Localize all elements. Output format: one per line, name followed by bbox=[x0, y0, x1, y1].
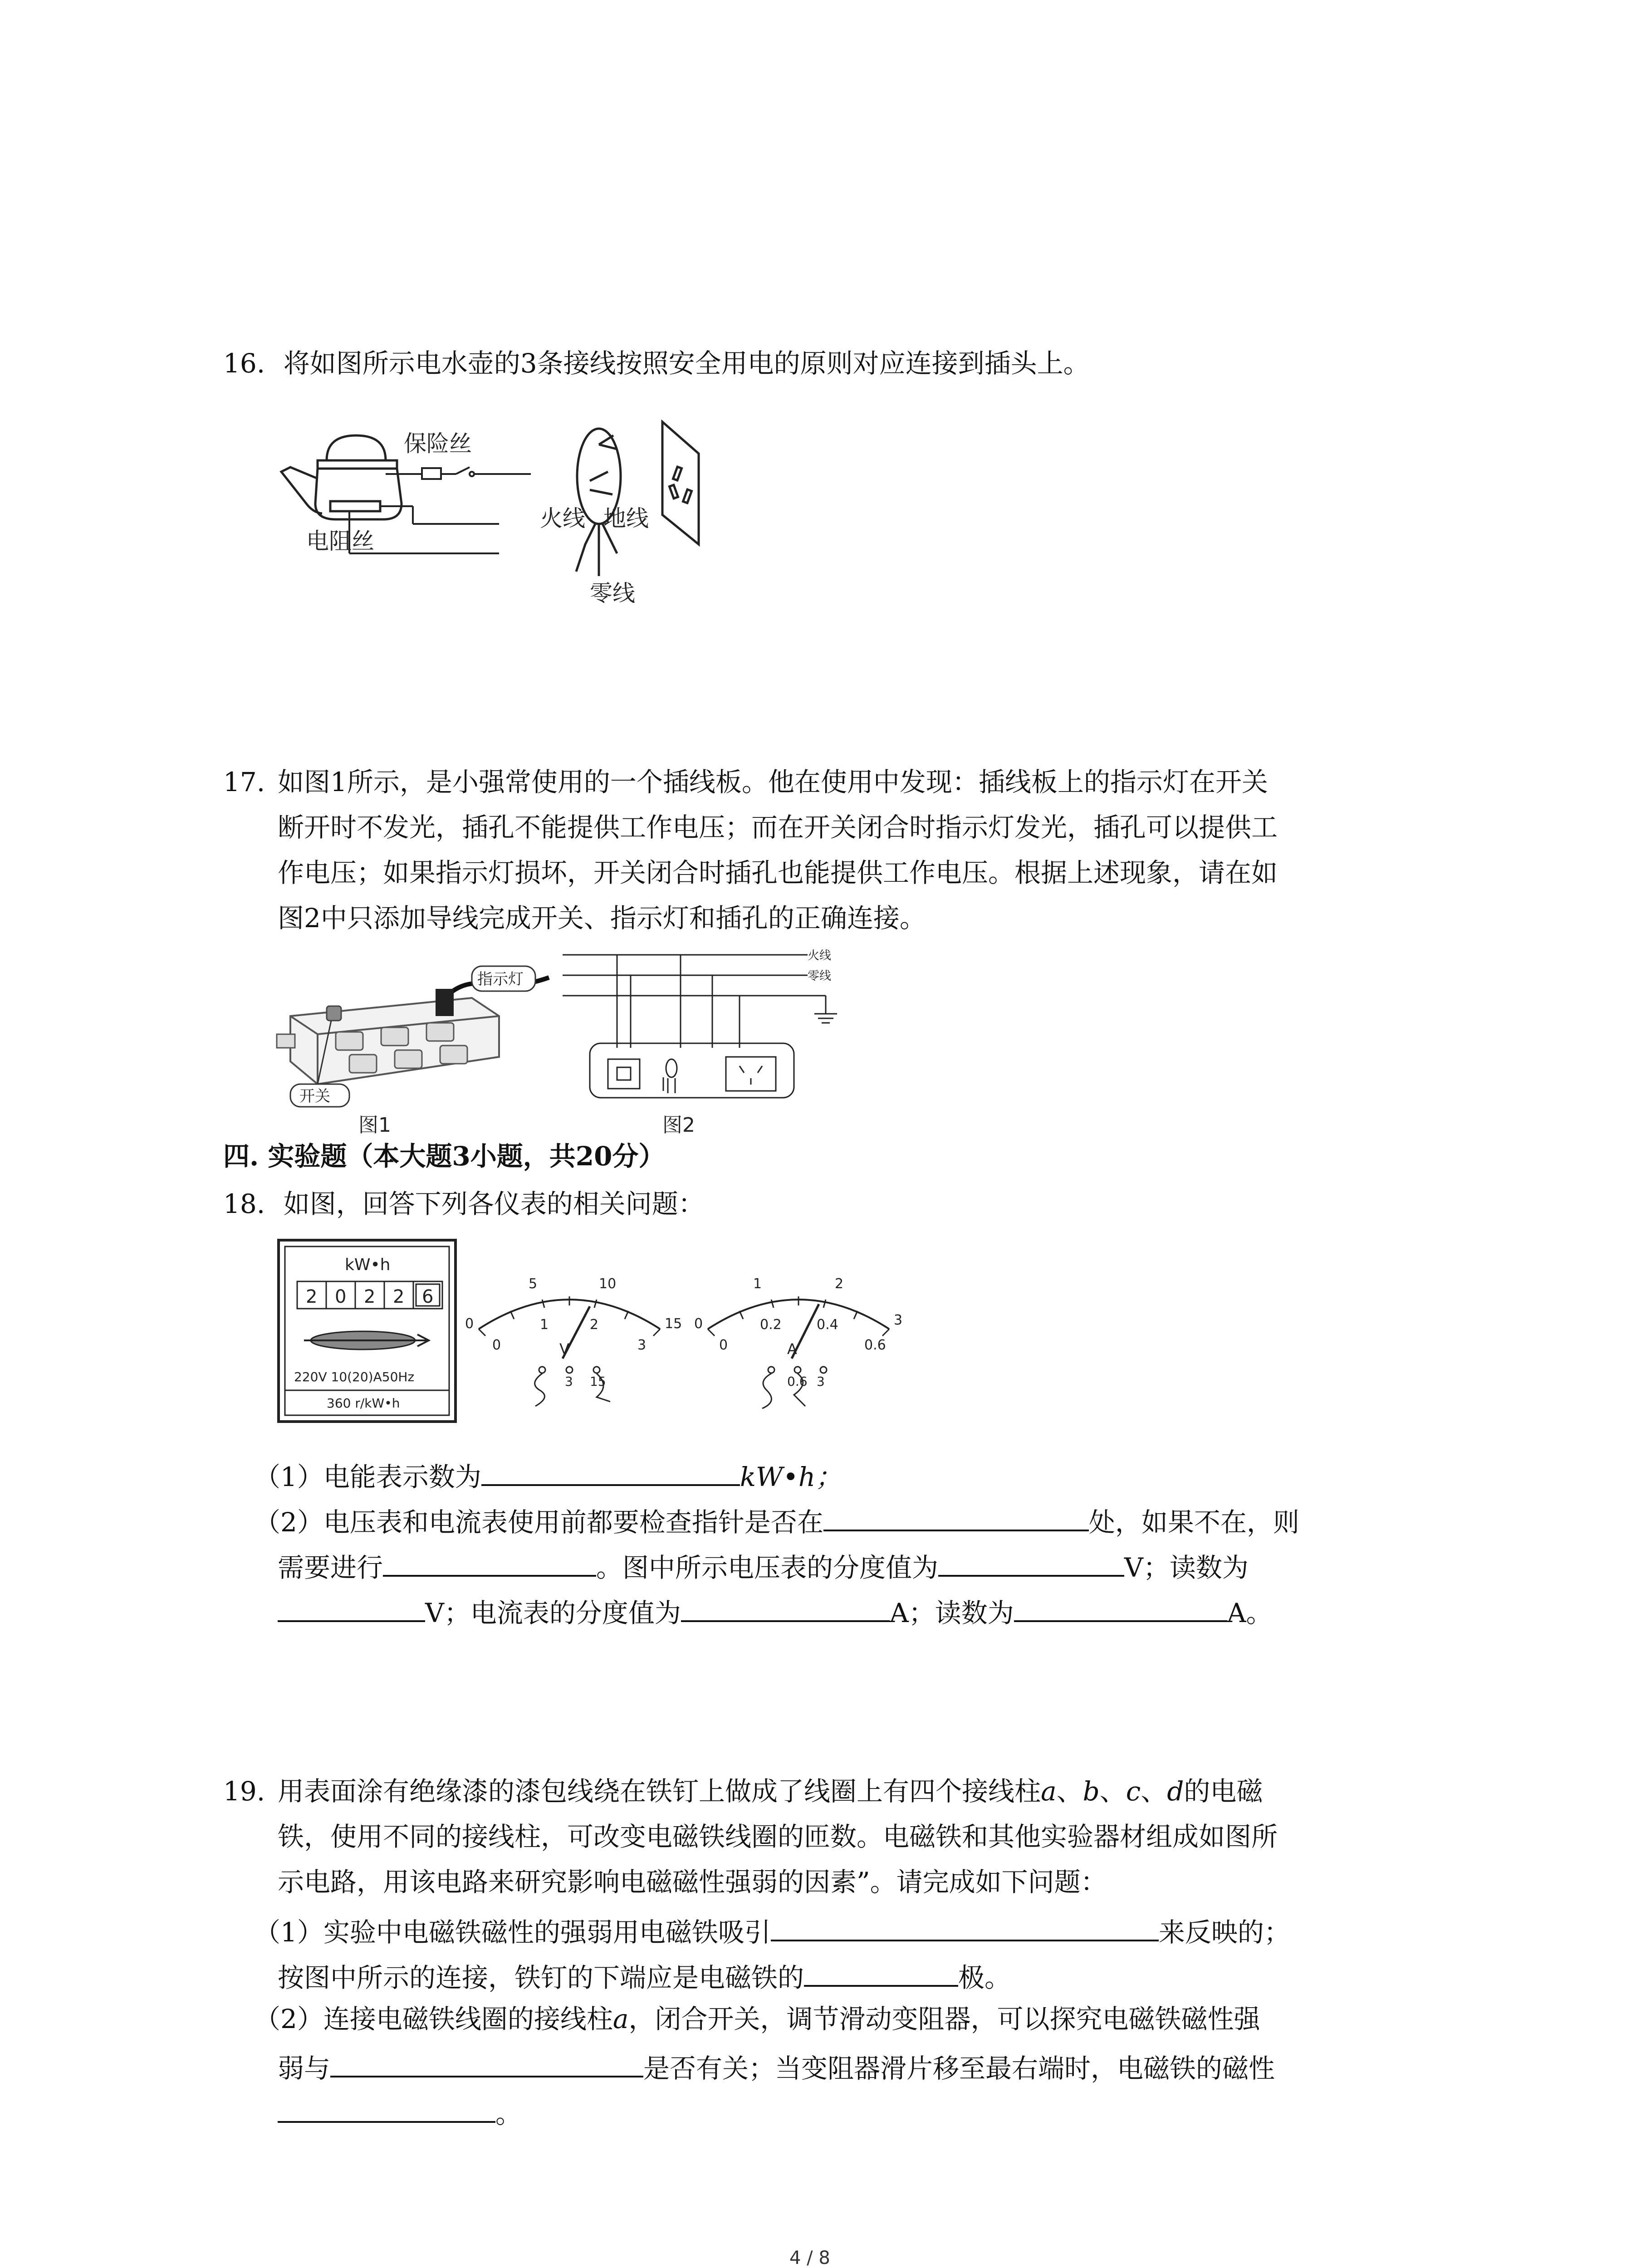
q18-p2f: V；电流表的分度值为 bbox=[425, 1598, 681, 1628]
q18-p2b: 处，如果不在，则 bbox=[1088, 1507, 1299, 1538]
meter-digit-4: 2 bbox=[393, 1286, 405, 1307]
q18-part-2-line-2 bbox=[278, 1550, 1249, 1581]
ammeter-bottom-04: 0.4 bbox=[817, 1317, 838, 1333]
ammeter-top-2: 2 bbox=[835, 1276, 844, 1292]
q17-line-4: 图2中只添加导线完成开关、指示灯和插孔的正确连接。 bbox=[278, 903, 926, 934]
q19-part-1-line-2 bbox=[278, 1960, 1011, 1991]
q19-var-d: d bbox=[1167, 1776, 1184, 1807]
voltmeter-terminal-15: 15 bbox=[590, 1374, 606, 1389]
q19-part-1-line-1 bbox=[254, 1915, 1290, 1948]
fig2-neutral-label: 零线 bbox=[808, 969, 832, 983]
q19-part-2-line-3 bbox=[278, 2097, 522, 2127]
voltmeter-terminal-3: 3 bbox=[565, 1374, 573, 1389]
q19-blank-factor[interactable] bbox=[330, 2051, 643, 2077]
earth-wire-label: 地线 bbox=[603, 505, 649, 532]
q18-p1-text: （1）电能表示数为 bbox=[254, 1461, 481, 1492]
q18-blank-volt-reading[interactable] bbox=[278, 1596, 425, 1622]
q18-blank-volt-division[interactable] bbox=[938, 1550, 1124, 1577]
voltmeter-figure bbox=[460, 1261, 692, 1411]
q19-var-c: c bbox=[1126, 1776, 1141, 1807]
meter-digit-5: 6 bbox=[422, 1286, 434, 1307]
q19-var-b: b bbox=[1083, 1776, 1100, 1807]
q19-p1d: 极。 bbox=[958, 1962, 1011, 1993]
meter-rate: 360 r/kW•h bbox=[327, 1396, 400, 1411]
meter-digit-2: 0 bbox=[335, 1286, 347, 1307]
power-strip-figure-1 bbox=[272, 953, 554, 1134]
fig2-live-label: 火线 bbox=[808, 949, 832, 963]
resistor-label: 电阻丝 bbox=[306, 528, 374, 554]
meter-digits bbox=[297, 1281, 442, 1309]
q18-blank-adjust[interactable] bbox=[383, 1550, 596, 1577]
indicator-label: 指示灯 bbox=[477, 970, 524, 988]
q19-part-2-line-1 bbox=[254, 2006, 1260, 2032]
q19-p1c: 按图中所示的连接，铁钉的下端应是电磁铁的 bbox=[278, 1962, 804, 1993]
live-wire-label: 火线 bbox=[540, 505, 585, 532]
section-4-heading: 四. 实验题（本大题3小题，共20分） bbox=[223, 1141, 665, 1172]
q18-blank-zero[interactable] bbox=[823, 1505, 1089, 1531]
q17-number: 17. bbox=[223, 767, 265, 797]
q17-line-2: 断开时不发光，插孔不能提供工作电压；而在开关闭合时指示灯发光，插孔可以提供工 bbox=[278, 812, 1278, 843]
voltmeter-bottom-0: 0 bbox=[492, 1337, 501, 1353]
q19-p1a: （1）实验中电磁铁磁性的强弱用电磁铁吸引 bbox=[254, 1917, 771, 1948]
ammeter-top-1: 1 bbox=[753, 1276, 762, 1292]
q18-p2h: A。 bbox=[1227, 1598, 1273, 1628]
q17-line-1: 如图1所示，是小强常使用的一个插线板。他在使用中发现：插线板上的指示灯在开关 bbox=[278, 767, 1268, 797]
q19-p2e: 。 bbox=[495, 2098, 522, 2129]
ammeter-top-0: 0 bbox=[694, 1316, 703, 1332]
fuse-label: 保险丝 bbox=[404, 430, 472, 457]
figure-2-caption: 图2 bbox=[662, 1114, 695, 1134]
ammeter-terminal-3: 3 bbox=[817, 1374, 825, 1389]
meter-digit-3: 2 bbox=[364, 1286, 376, 1307]
q19-var-a: a bbox=[1041, 1776, 1057, 1807]
q19-number: 19. bbox=[223, 1776, 265, 1807]
q18-part-2-line-1 bbox=[254, 1505, 1299, 1538]
meter-spec: 220V 10(20)A50Hz bbox=[294, 1369, 415, 1384]
figure-1-caption: 图1 bbox=[358, 1114, 391, 1134]
voltmeter-bottom-3: 3 bbox=[637, 1337, 647, 1353]
indicator-callout bbox=[472, 966, 535, 991]
q19-blank-magnetism[interactable] bbox=[278, 2097, 495, 2123]
q17-line-3: 作电压；如果指示灯损坏，开关闭合时插孔也能提供工作电压。根据上述现象，请在如 bbox=[278, 857, 1278, 888]
q18-text bbox=[223, 1188, 705, 1219]
plug-icon bbox=[576, 429, 621, 576]
q18-part-2-line-3 bbox=[278, 1596, 1273, 1626]
meter-unit: kW•h bbox=[345, 1256, 391, 1274]
voltmeter-top-10: 10 bbox=[599, 1276, 617, 1292]
voltmeter-bottom-2: 2 bbox=[590, 1317, 599, 1333]
ammeter-bottom-06: 0.6 bbox=[864, 1337, 886, 1353]
q19-blank-attract[interactable] bbox=[771, 1915, 1159, 1941]
q19-l1a: 用表面涂有绝缘漆的漆包线绕在铁钉上做成了线圈上有四个接线柱 bbox=[278, 1776, 1041, 1807]
ammeter-bottom-0: 0 bbox=[719, 1337, 728, 1353]
q18-p2c: 需要进行 bbox=[278, 1552, 383, 1583]
q18-p2e: V；读数为 bbox=[1124, 1552, 1249, 1583]
ammeter-top-3: 3 bbox=[894, 1312, 903, 1328]
q19-line-3: 示电路，用该电路来研究影响电磁磁性强弱的因素”。请完成如下问题： bbox=[278, 1867, 1107, 1897]
ammeter-symbol: A bbox=[787, 1340, 797, 1358]
q19-l1b: 的电磁 bbox=[1184, 1776, 1263, 1807]
q19-part-2-line-2 bbox=[278, 2051, 1275, 2082]
q18-p2a: （2）电压表和电流表使用前都要检查指针是否在 bbox=[254, 1507, 823, 1538]
q18-p1-unit: kW•h； bbox=[740, 1461, 842, 1492]
energy-meter-figure bbox=[277, 1238, 458, 1424]
switch-label: 开关 bbox=[299, 1087, 330, 1105]
q19-blank-pole[interactable] bbox=[804, 1960, 958, 1987]
q18-p2g: A；读数为 bbox=[889, 1598, 1014, 1628]
ammeter-terminal-06: 0.6 bbox=[787, 1374, 808, 1389]
q19-p2d: 是否有关；当变阻器滑片移至最右端时，电磁铁的磁性 bbox=[643, 2053, 1275, 2084]
voltmeter-symbol: V bbox=[559, 1340, 569, 1358]
q19-line-1: 用表面涂有绝缘漆的漆包线绕在铁钉上做成了线圈上有四个接线柱a、b、c、d的电磁 bbox=[278, 1776, 1263, 1807]
voltmeter-bottom-1: 1 bbox=[540, 1317, 549, 1333]
q18-prompt: 如图，回答下列各仪表的相关问题： bbox=[283, 1188, 705, 1219]
q18-blank-amp-reading[interactable] bbox=[1014, 1596, 1227, 1622]
q18-part-1 bbox=[254, 1460, 842, 1490]
q18-blank-amp-division[interactable] bbox=[681, 1596, 890, 1622]
q18-number: 18. bbox=[223, 1188, 265, 1219]
q19-p1b: 来反映的； bbox=[1158, 1917, 1290, 1948]
neutral-wire-label: 零线 bbox=[590, 580, 635, 606]
voltmeter-top-0: 0 bbox=[465, 1316, 474, 1332]
q19-p2b: ，闭合开关，调节滑动变阻器，可以探究电磁铁磁性强 bbox=[628, 2004, 1260, 2034]
circuit-figure-2 bbox=[563, 946, 880, 1134]
ammeter-figure bbox=[694, 1261, 921, 1411]
voltmeter-top-5: 5 bbox=[529, 1276, 538, 1292]
voltmeter-top-15: 15 bbox=[665, 1316, 682, 1332]
q16-text bbox=[223, 348, 1090, 379]
q16-prompt: 将如图所示电水壶的3条接线按照安全用电的原则对应连接到插头上。 bbox=[283, 348, 1090, 379]
wall-socket-icon bbox=[662, 422, 699, 544]
q19-var-a-2: a bbox=[612, 2004, 629, 2034]
q16-number: 16. bbox=[223, 348, 265, 379]
ammeter-bottom-02: 0.2 bbox=[760, 1317, 782, 1333]
meter-digit-1: 2 bbox=[306, 1286, 318, 1307]
q19-p2c: 弱与 bbox=[278, 2053, 331, 2084]
q18-p2d: 。图中所示电压表的分度值为 bbox=[596, 1552, 939, 1583]
q18-blank-meter-reading[interactable] bbox=[481, 1460, 740, 1486]
page-number: 4 / 8 bbox=[789, 2248, 830, 2268]
q19-p2a: （2）连接电磁铁线圈的接线柱 bbox=[254, 2004, 613, 2034]
q19-line-2: 铁，使用不同的接线柱，可改变电磁铁线圈的匝数。电磁铁和其他实验器材组成如图所 bbox=[278, 1821, 1278, 1852]
kettle-plug-figure bbox=[272, 417, 708, 617]
